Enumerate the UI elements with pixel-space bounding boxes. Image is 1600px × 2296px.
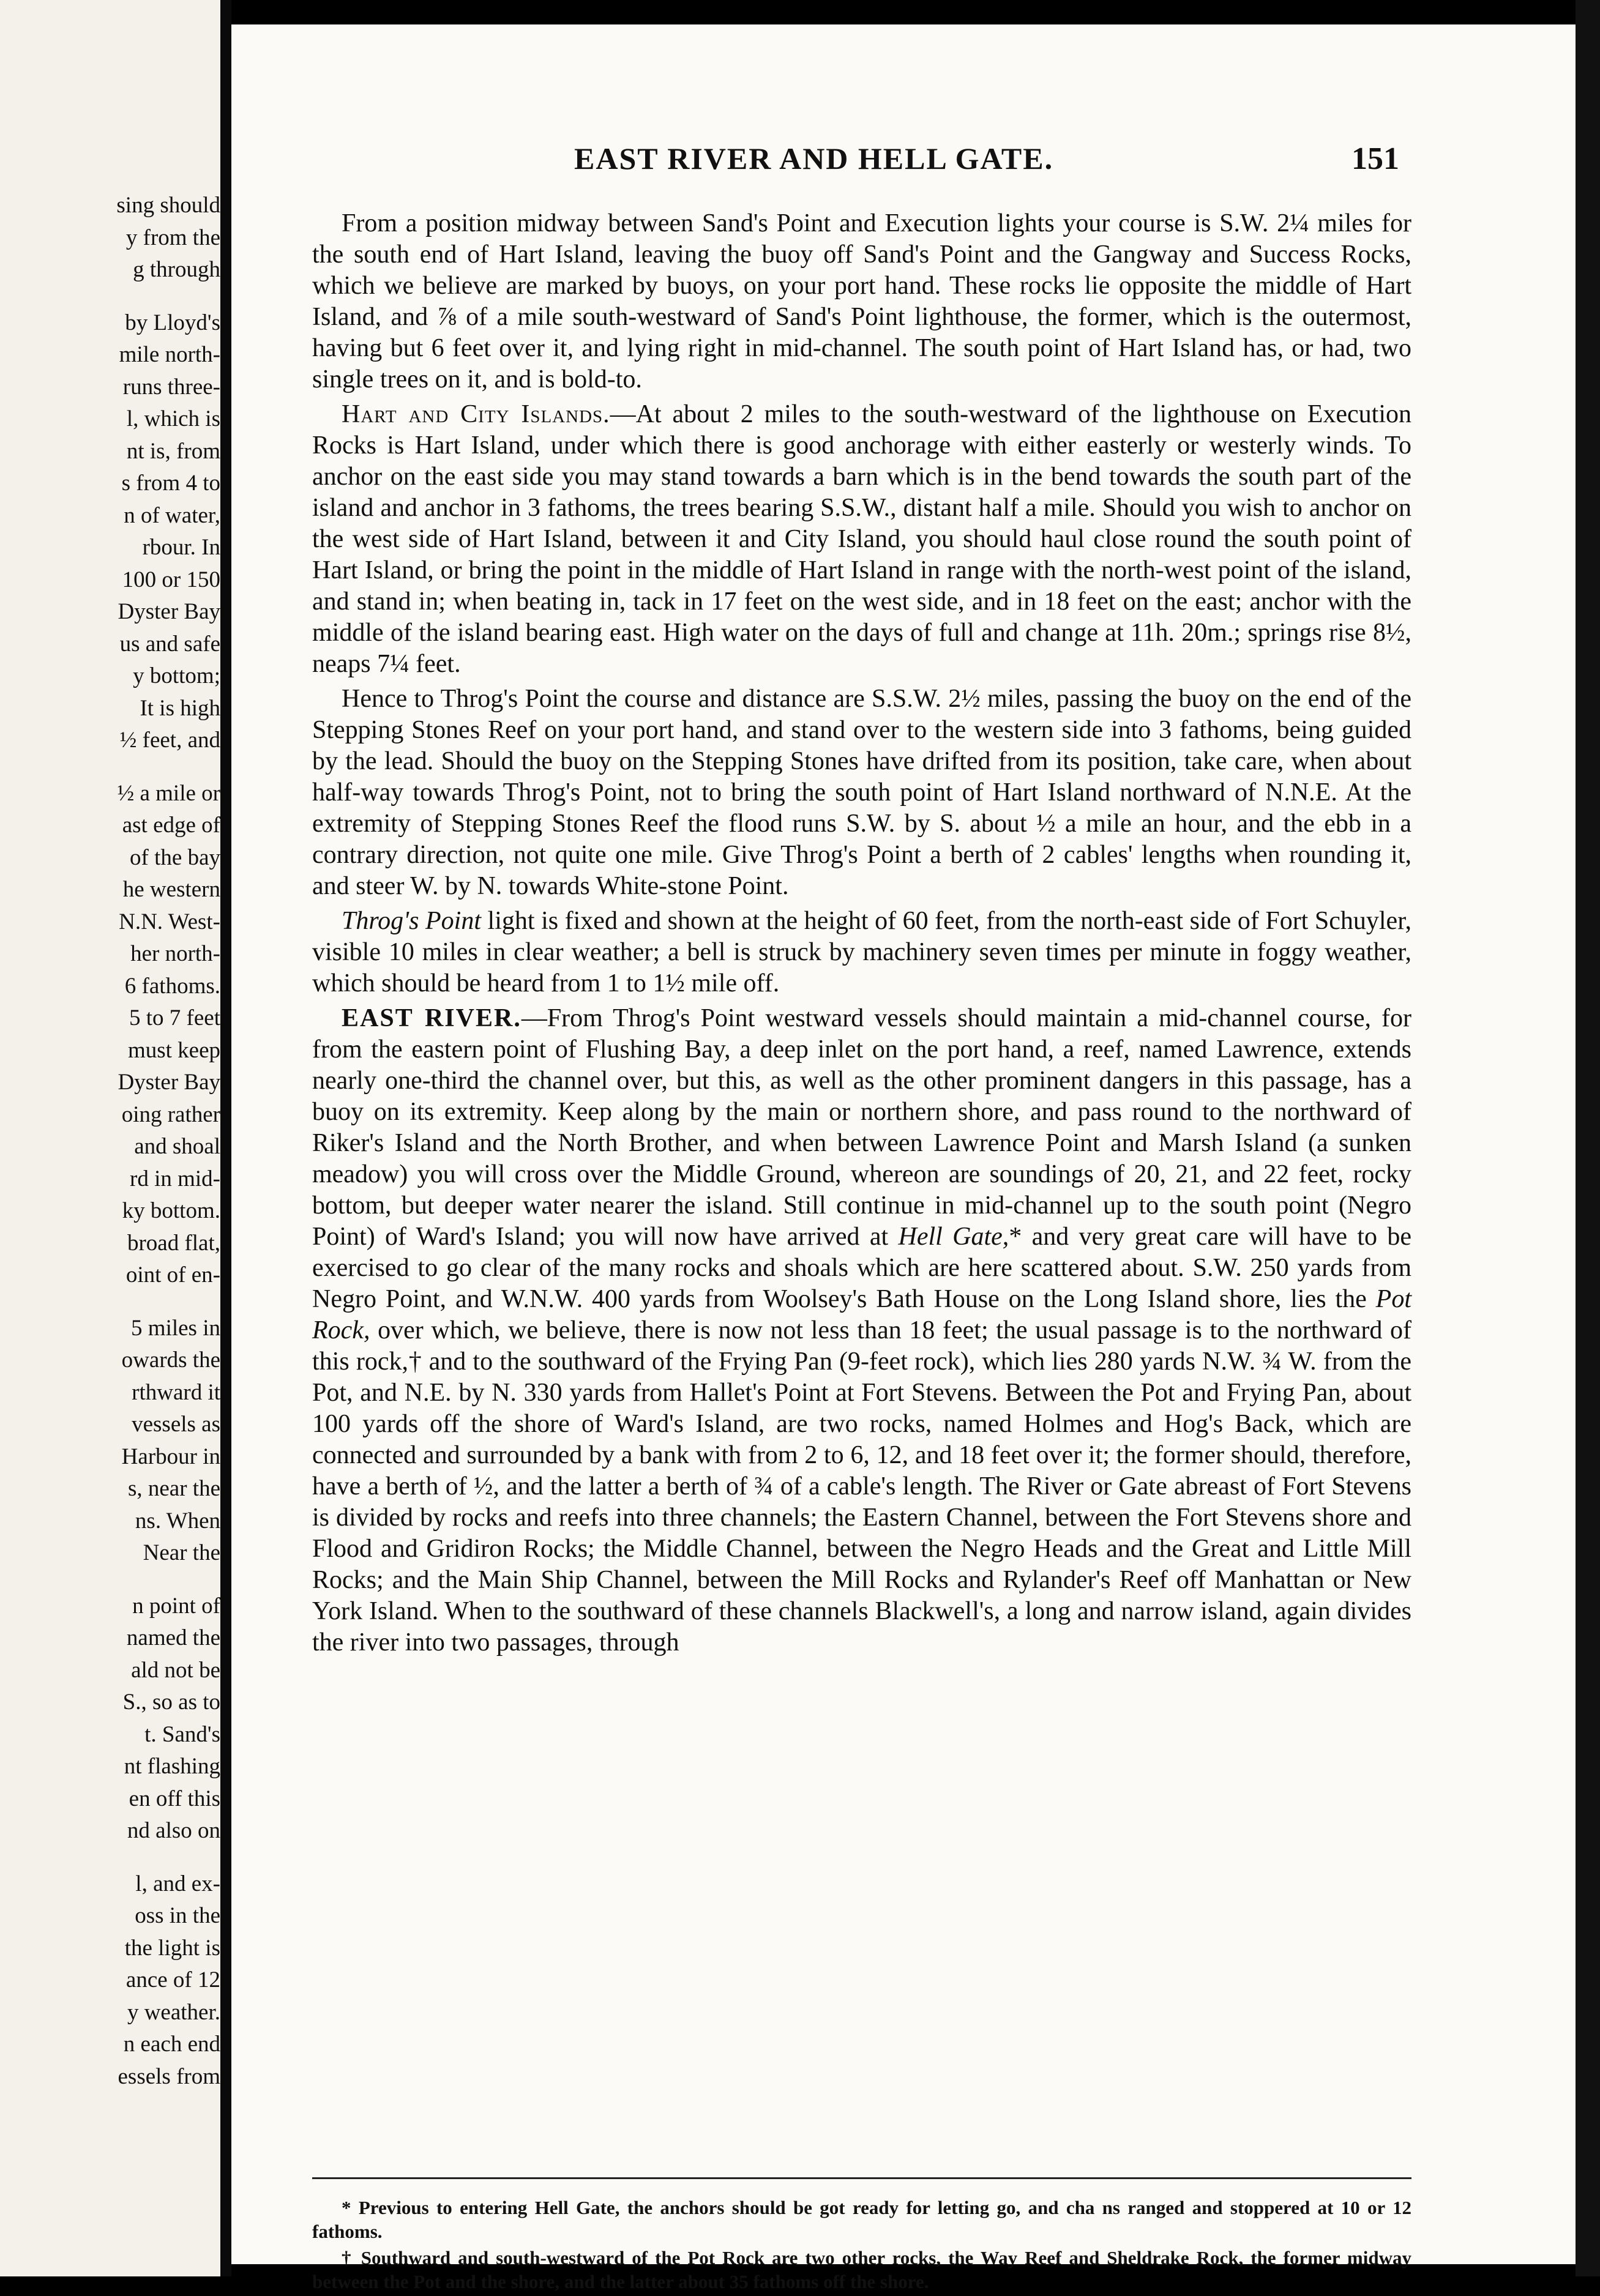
left-page-line — [12, 1570, 220, 1590]
footnote-1: * Previous to entering Hell Gate, the anchors should be got ready for letting go, and cha ns ranged and stoppered at 10 or 12 fathoms. — [312, 2197, 1411, 2242]
left-page-line: ns. When — [135, 1508, 220, 1534]
left-page-line: and shoal — [134, 1134, 220, 1159]
paragraph-5-part-c: over which, we believe, there is now not less than 18 feet; the usual passage is to the northward of this rock,† and to the southward of the Frying Pan (9-feet rock), which lies 280 yards N.W. ¾ W. from the Pot, and N.E. by N. 330 yards from Hallet's Point at Fort Stevens. Between the Pot and Frying Pan, about 100 yards off the shore of Ward's Island, are two rocks, named Holmes and Hog's Back, which are connected and surrounded by a bank with from 2 to 6, 12, and 18 feet over it; the former should, therefore, have a berth of ½, and the latter a berth of ¾ of a cable's length. The River or Gate abreast of Fort Stevens is divided by rocks and reefs into three channels; the Eastern Channel, between the Fort Stevens shore and Flood and Gridiron Rocks; the Middle Channel, between the Negro Heads and the Great and Little Mill Rocks; and the Main Ship Channel, between the Mill Rocks and Rylander's Reef off Manhattan or New York Island. When to the southward of these channels Blackwell's, a long and narrow island, again divides the river into two passages, through — [312, 1316, 1411, 1657]
left-page-line: 100 or 150 — [122, 567, 220, 592]
left-page-line: ald not be — [131, 1657, 220, 1683]
left-page-line: sing should — [116, 193, 220, 218]
left-page-line: oss in the — [135, 1903, 220, 1928]
paragraph-5-part-b: * and very great care will have to be exercised to go clear of the many rocks and shoals which are here scattered about. S.W. 250 yards from Negro Point, and W.N.W. 400 yards from Woolsey's Bath House on the Long Island shore, lies the — [312, 1223, 1411, 1313]
left-page-line — [12, 757, 220, 778]
left-page-line: her north- — [130, 941, 220, 966]
paragraph-east-river — [312, 1003, 1411, 1658]
left-page-line: broad flat, — [127, 1230, 220, 1256]
left-page-line: 5 miles in — [131, 1315, 220, 1341]
left-page-line: nd also on — [127, 1818, 220, 1843]
left-page-line: 5 to 7 feet — [129, 1005, 220, 1031]
left-page-line: owards the — [121, 1347, 220, 1373]
throgs-point-lead: Throg's Point — [342, 907, 482, 935]
section-heading-east-river: EAST RIVER. — [342, 1004, 521, 1032]
left-page-line: N.N. West- — [119, 909, 220, 934]
footnote-rule — [312, 2177, 1411, 2179]
paragraph-5-part-a: —From Throg's Point westward vessels should maintain a mid-channel course, for from the eastern point of Flushing Bay, a deep inlet on the port hand, a reef, named Lawrence, extends nearly one-third the channel over, but this, as well as the other prominent dangers in this passage, has a buoy on its extremity. Keep along by the main or northern shore, and pass round to the northward of Riker's Island and the North Brother, and when between Lawrence Point and Marsh Island (a sunken meadow) you will cross over the Middle Ground, whereon are soundings of 20, 21, and 22 feet, rocky bottom, but deeper water nearer the island. Still continue in mid-channel up to the south point (Negro Point) of Ward's Island; you will now have arrived at — [312, 1004, 1411, 1251]
left-page-line: Dyster Bay — [118, 599, 220, 624]
left-page-line: s, near the — [127, 1476, 220, 1501]
left-page-line: he western — [122, 877, 220, 902]
left-page-line: s from 4 to — [121, 471, 220, 496]
left-page-line: of the bay — [130, 844, 220, 870]
left-facing-page — [0, 0, 220, 2276]
footnote-2: † Southward and south-westward of the Pot Rock are two other rocks, the Way Reef and Sheldrake Rock, the former midway between the Pot and the shore, and the latter about 35 fathoms off the shore. — [312, 2247, 1411, 2292]
page-number: 151 — [1351, 141, 1399, 176]
left-page-line: oing rather — [121, 1101, 220, 1127]
left-page-line: must keep — [127, 1037, 220, 1063]
left-page-line: Harbour in — [121, 1444, 220, 1469]
left-page-line: g through — [133, 257, 220, 282]
main-page — [231, 24, 1576, 2292]
left-page-line: n of water, — [124, 502, 220, 528]
left-page-line: Near the — [143, 1540, 220, 1565]
pot-rock-term: Pot Rock, — [312, 1285, 1411, 1344]
left-page-line: nt is, from — [126, 438, 220, 464]
left-page-line: y from the — [125, 225, 220, 250]
left-page-line: vessels as — [132, 1412, 220, 1437]
left-page-text-column — [12, 190, 220, 2093]
paragraph-throgs-point: Hence to Throg's Point the course and distance are S.S.W. 2½ miles, passing the buoy on the end of the Stepping Stones Reef on your port hand, and stand over to the western side into 3 fathoms, being guided by the lead. Should the buoy on the Stepping Stones have drifted from its position, take care, when about half-way towards Throg's Point, not to bring the south point of Hart Island northward of N.N.E. At the extremity of Stepping Stones Reef the flood runs S.W. by S. about ½ a mile an hour, and the ebb in a contrary direction, not quite one mile. Give Throg's Point a berth of 2 cables' lengths when rounding it, and steer W. by N. towards White-stone Point. — [312, 685, 1411, 900]
left-page-line: runs three- — [122, 374, 220, 400]
left-page-line: y bottom; — [133, 663, 220, 688]
left-page-line: l, and ex- — [135, 1871, 220, 1896]
paragraph-2-text: —At about 2 miles to the south-westward of the lighthouse on Execution Rocks is Hart Island, under which there is good anchorage with either easterly or westerly winds. To anchor on the east side you may stand towards a barn which is in the bend towards the south part of the island and anchor in 3 fathoms, the trees bearing S.S.W., distant half a mile. Should you wish to anchor on the west side of Hart Island, between it and City Island, you should haul close round the south point of Hart Island, or bring the point in the middle of Hart Island in range with the north-west point of the island, and stand in; when beating in, tack in 17 feet on the west side, and in 18 feet on the east; anchor with the middle of the island bearing east. High water on the days of full and change at 11h. 20m.; springs rise 8½, neaps 7¼ feet. — [312, 400, 1411, 678]
left-page-line: en off this — [129, 1786, 220, 1811]
hell-gate-term: Hell Gate, — [898, 1223, 1009, 1251]
paragraph-throgs-light — [312, 906, 1411, 999]
left-page-line: l, which is — [126, 406, 220, 431]
left-page-line: by Lloyd's — [125, 310, 220, 335]
left-page-line: nt flashing — [124, 1754, 220, 1779]
left-page-line: ky bottom. — [122, 1198, 220, 1223]
left-page-line: n point of — [132, 1593, 220, 1619]
left-page-line: n each end — [123, 2032, 220, 2057]
left-page-line: S., so as to — [122, 1690, 220, 1715]
left-page-line: mile north- — [119, 342, 220, 367]
left-page-line: the light is — [124, 1935, 220, 1961]
left-page-line: ½ feet, and — [119, 728, 220, 753]
left-page-line — [12, 1292, 220, 1313]
running-title: EAST RIVER AND HELL GATE. — [574, 141, 1054, 176]
left-page-line: ance of 12 — [125, 1967, 220, 1992]
footnotes — [312, 2196, 1411, 2296]
left-page-line: t. Sand's — [144, 1721, 220, 1747]
left-page-line — [12, 1847, 220, 1868]
left-page-line: 6 fathoms. — [124, 973, 220, 999]
left-page-line — [12, 286, 220, 307]
left-page-line: ½ a mile or — [117, 780, 220, 806]
book-gutter — [220, 0, 231, 2276]
left-page-line: Dyster Bay — [118, 1070, 220, 1095]
body-text — [312, 208, 1411, 1662]
left-page-line: oint of en- — [125, 1262, 220, 1288]
left-page-line: y weather. — [127, 1999, 220, 2025]
page-header — [231, 141, 1576, 190]
page-edge-shadow — [1576, 0, 1600, 2276]
left-page-line: us and safe — [119, 631, 220, 657]
paragraph-4-text: light is fixed and shown at the height of 60 feet, from the north-east side of Fort Schuyler, visible 10 miles in clear weather; a bell is struck by machinery seven times per minute in foggy weather, which should be heard from 1 to 1½ mile off. — [312, 907, 1412, 997]
left-page-line: rbour. In — [142, 535, 220, 560]
left-page-line: It is high — [140, 695, 220, 721]
left-page-line: rthward it — [132, 1379, 220, 1405]
left-page-line: rd in mid- — [130, 1166, 220, 1191]
left-page-line: named the — [126, 1625, 220, 1650]
section-heading-hart-city: Hart and City Islands. — [342, 400, 610, 428]
left-page-line: essels from — [118, 2063, 220, 2089]
paragraph-1: From a position midway between Sand's Point and Execution lights your course is S.W. 2¼ miles for the south end of Hart Island, leaving the buoy off Sand's Point and the Gangway and Success Rocks, which we believe are marked by buoys, on your port hand. These rocks lie opposite the middle of Hart Island, and ⅞ of a mile south-westward of Sand's Point lighthouse, the former, which is the outermost, having but 6 feet over it, and lying right in mid-channel. The south point of Hart Island has, or had, two single trees on it, and is bold-to. — [312, 209, 1411, 393]
paragraph-hart-city-islands — [312, 399, 1411, 680]
left-page-line: ast edge of — [122, 813, 220, 838]
